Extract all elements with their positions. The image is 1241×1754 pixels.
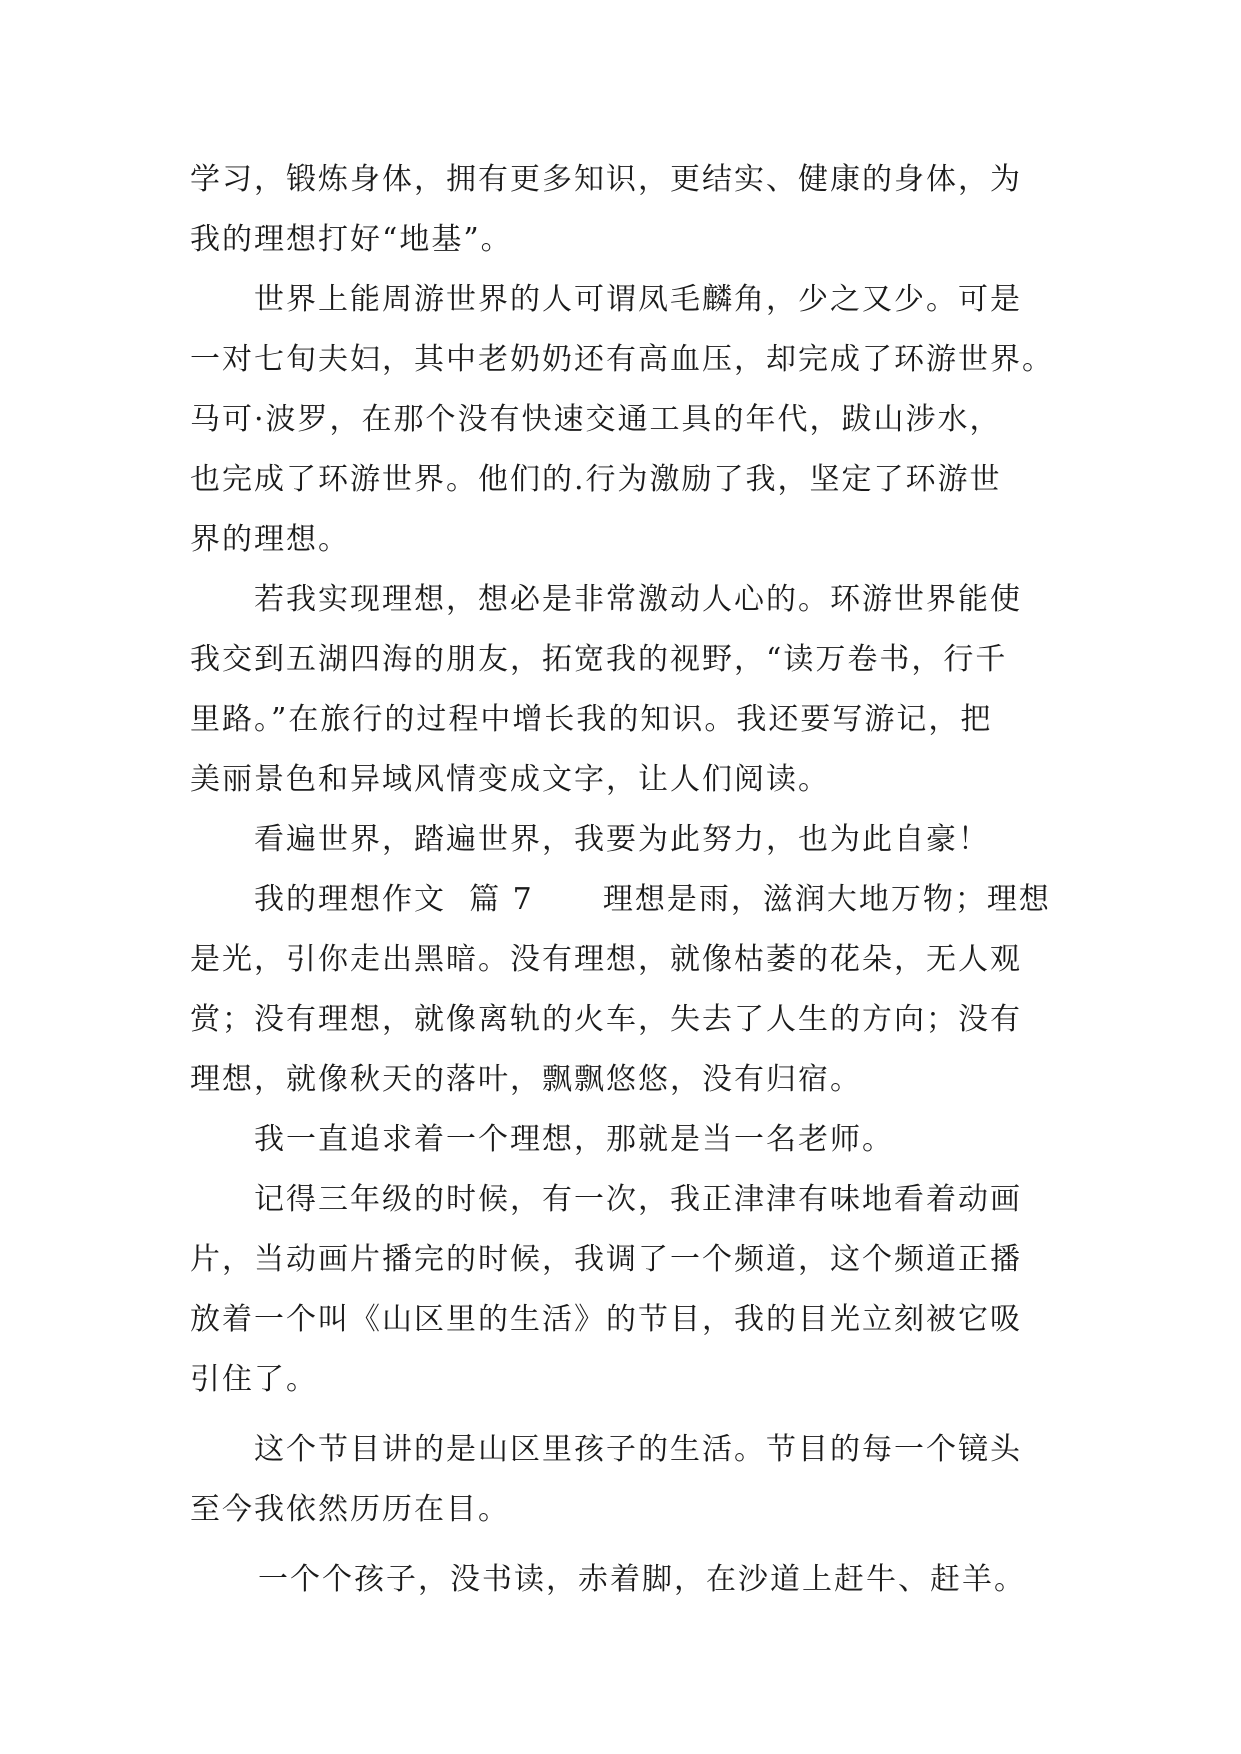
text-line: 放着一个叫《山区里的生活》的节目，我的目光立刻被它吸: [190, 1302, 1022, 1337]
text-line: 马可·波罗，在那个没有快速交通工具的年代，跋山涉水，: [190, 402, 1002, 437]
paragraph-start-line: 记得三年级的时候，有一次，我正津津有味地看着动画: [254, 1182, 1022, 1217]
text-line: 至今我依然历历在目。: [190, 1492, 510, 1527]
text-line: 理想，就像秋天的落叶，飘飘悠悠，没有归宿。: [190, 1062, 862, 1097]
text-line: 里路。”在旅行的过程中增长我的知识。我还要写游记，把: [190, 702, 993, 737]
text-line: 我的理想打好“地基”。: [190, 222, 513, 257]
text-line: 学习，锻炼身体，拥有更多知识，更结实、健康的身体，为: [190, 162, 1022, 197]
text-line: 赏；没有理想，就像离轨的火车，失去了人生的方向；没有: [190, 1002, 1022, 1037]
text-line: 也完成了环游世界。他们的.行为激励了我，坚定了环游世: [190, 462, 1002, 497]
paragraph-start-line: 世界上能周游世界的人可谓凤毛麟角，少之又少。可是: [254, 282, 1022, 317]
paragraph-start-line: 一个个孩子，没书读，赤着脚，在沙道上赶牛、赶羊。: [258, 1562, 1026, 1597]
text-line: 一对七旬夫妇，其中老奶奶还有高血压，却完成了环游世界。: [190, 342, 1054, 377]
paragraph-start-line: 若我实现理想，想必是非常激动人心的。环游世界能使: [254, 582, 1022, 617]
paragraph-start-line: 看遍世界，踏遍世界，我要为此努力，也为此自豪！: [254, 822, 990, 857]
text-line: 界的理想。: [190, 522, 350, 557]
text-line: 是光，引你走出黑暗。没有理想，就像枯萎的花朵，无人观: [190, 942, 1022, 977]
text-line: 我交到五湖四海的朋友，拓宽我的视野，“读万卷书，行千: [190, 642, 1008, 677]
text-line: 片，当动画片播完的时候，我调了一个频道，这个频道正播: [190, 1242, 1022, 1277]
section-heading-line: 我的理想作文 篇 7 理想是雨，滋润大地万物；理想: [254, 882, 1051, 917]
text-line: 美丽景色和异域风情变成文字，让人们阅读。: [190, 762, 830, 797]
paragraph-start-line: 这个节目讲的是山区里孩子的生活。节目的每一个镜头: [254, 1432, 1022, 1467]
paragraph-start-line: 我一直追求着一个理想，那就是当一名老师。: [254, 1122, 894, 1157]
text-line: 引住了。: [190, 1362, 318, 1397]
